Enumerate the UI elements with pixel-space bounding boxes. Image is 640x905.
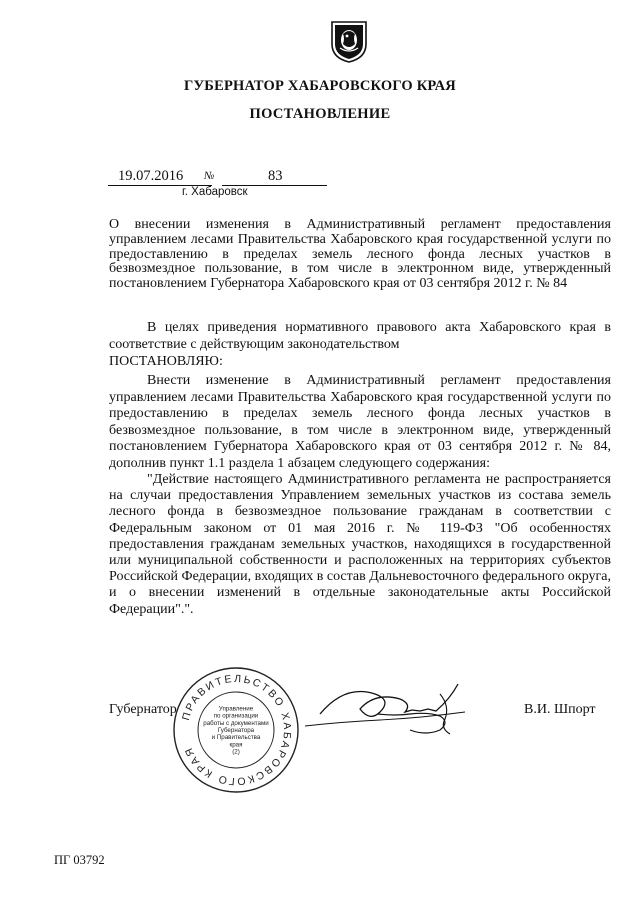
signatory-name: В.И. Шпорт xyxy=(524,702,596,717)
stamp-inner-line: (2) xyxy=(232,748,240,756)
stamp-inner-line: работы с документами xyxy=(203,719,269,727)
document-city: г. Хабаровск xyxy=(182,186,248,198)
document-date: 19.07.2016 xyxy=(108,168,212,186)
handwritten-signature xyxy=(300,664,470,744)
main-paragraph: Внести изменение в Административный регламент предоставления управлением лесами Правительства Хабаровского края государственной услуги по предоставлению в пределах земель лесного фонда лесных участков в безвозмездное пользование, в том числе в электронном виде, утвержденный постановлением Губернатора Хабаровского края от 03 сентября 2012 г. № 84, дополнив пункт 1.1 раздела 1 абзацем следующего содержания: xyxy=(109,373,611,471)
stamp-inner-line: и Правительства xyxy=(211,734,261,742)
coat-of-arms-icon xyxy=(326,18,372,64)
document-type: ПОСТАНОВЛЕНИЕ xyxy=(249,106,391,122)
number-sign: № xyxy=(204,170,215,182)
stamp-inner-line: Губернатора xyxy=(217,727,255,734)
official-stamp xyxy=(170,664,302,796)
preamble-paragraph: В целях приведения нормативного правового акта Хабаровского края в соответствие с действующим законодательством xyxy=(109,320,611,352)
signatory-position: Губернатор xyxy=(109,702,177,717)
stamp-inner-line: края xyxy=(229,741,243,749)
resolve-heading: ПОСТАНОВЛЯЮ: xyxy=(109,354,223,369)
quoted-paragraph: "Действие настоящего Административного регламента не распространяется на случаи предоставления Управлением земельных участков из состава земель лесного фонда в безвозмездное пользование гражданам в соответствии с Федеральным законом от 01 мая 2016 г. № 119-ФЗ "Об особенностях предоставления гражданам земельных участков, находящихся в государственной или муниципальной собственности и расположенных на территориях субъектов Российской Федерации, входящих в состав Дальневосточного федерального округа, и о внесении изменений в отдельные законодательные акты Российской Федерации".". xyxy=(109,472,611,617)
stamp-ring-text: ПРАВИТЕЛЬСТВО ХАБАРОВСКОГО КРАЯ xyxy=(179,672,294,788)
document-subject: О внесении изменения в Административный регламент предоставления управлением лесами Правительства Хабаровского края государственной услуги по предоставлению в пределах земель лесного фонда лесных участков в безвозмездное пользование, в том числе в электронном виде, утвержденный постановлением Губернатора Хабаровского края от 03 сентября 2012 г. № 84 xyxy=(109,217,611,292)
footer-code: ПГ 03792 xyxy=(54,853,105,867)
stamp-inner-line: по организации xyxy=(213,712,259,720)
document-number: 83 xyxy=(222,168,327,186)
organization-title: ГУБЕРНАТОР ХАБАРОВСКОГО КРАЯ xyxy=(184,78,456,94)
stamp-inner-line: Управление xyxy=(218,705,254,713)
